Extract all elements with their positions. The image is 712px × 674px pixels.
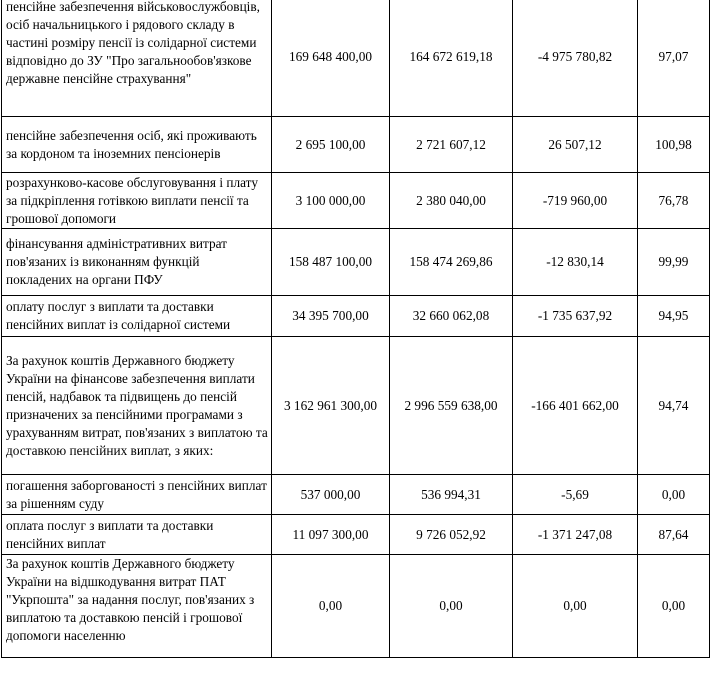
table-row	[2, 173, 710, 229]
actual-amount: 158 474 269,86	[390, 229, 513, 296]
execution-percent: 94,74	[638, 337, 710, 475]
deviation-amount: 26 507,12	[513, 117, 638, 173]
actual-amount: 164 672 619,18	[390, 0, 513, 117]
deviation-amount: -166 401 662,00	[513, 337, 638, 475]
planned-amount: 34 395 700,00	[272, 296, 390, 337]
row-description: пенсійне забезпечення військовослужбовців, осіб начальницького і рядового складу в частині розміру пенсії із солідарної системи відповідно до ЗУ "Про загальнообов'язкове державне пенсійне страхування"	[2, 0, 272, 117]
execution-percent: 99,99	[638, 229, 710, 296]
planned-amount: 537 000,00	[272, 475, 390, 515]
actual-amount: 2 380 040,00	[390, 173, 513, 229]
deviation-amount: -5,69	[513, 475, 638, 515]
row-description: оплату послуг з виплати та доставки пенсійних виплат із солідарної системи	[2, 296, 272, 337]
budget-table	[1, 0, 710, 658]
actual-amount: 2 996 559 638,00	[390, 337, 513, 475]
table-row	[2, 229, 710, 296]
deviation-amount: -4 975 780,82	[513, 0, 638, 117]
table-row	[2, 337, 710, 475]
planned-amount: 11 097 300,00	[272, 515, 390, 555]
actual-amount: 2 721 607,12	[390, 117, 513, 173]
row-description: пенсійне забезпечення осіб, які проживають за кордоном та іноземних пенсіонерів	[2, 117, 272, 173]
deviation-amount: 0,00	[513, 555, 638, 658]
deviation-amount: -1 735 637,92	[513, 296, 638, 337]
actual-amount: 9 726 052,92	[390, 515, 513, 555]
row-description: погашення заборгованості з пенсійних виплат за рішенням суду	[2, 475, 272, 515]
execution-percent: 97,07	[638, 0, 710, 117]
planned-amount: 0,00	[272, 555, 390, 658]
table-row	[2, 117, 710, 173]
execution-percent: 100,98	[638, 117, 710, 173]
planned-amount: 2 695 100,00	[272, 117, 390, 173]
row-description: За рахунок коштів Державного бюджету України на відшкодування витрат ПАТ "Укрпошта" за надання послуг, пов'язаних з виплатою та доставкою пенсій і грошової допомоги населенню	[2, 555, 272, 658]
execution-percent: 0,00	[638, 555, 710, 658]
execution-percent: 87,64	[638, 515, 710, 555]
actual-amount: 536 994,31	[390, 475, 513, 515]
row-description: оплата послуг з виплати та доставки пенсійних виплат	[2, 515, 272, 555]
actual-amount: 32 660 062,08	[390, 296, 513, 337]
planned-amount: 158 487 100,00	[272, 229, 390, 296]
table-row	[2, 555, 710, 658]
planned-amount: 3 100 000,00	[272, 173, 390, 229]
table-row	[2, 475, 710, 515]
table-row	[2, 0, 710, 117]
deviation-amount: -12 830,14	[513, 229, 638, 296]
execution-percent: 0,00	[638, 475, 710, 515]
table-row	[2, 296, 710, 337]
row-description: розрахунково-касове обслуговування і плату за підкріплення готівкою виплати пенсії та грошової допомоги	[2, 173, 272, 229]
actual-amount: 0,00	[390, 555, 513, 658]
row-description: фінансування адміністративних витрат пов'язаних із виконанням функцій покладених на органи ПФУ	[2, 229, 272, 296]
row-description: За рахунок коштів Державного бюджету України на фінансове забезпечення виплати пенсій, надбавок та підвищень до пенсій призначених за пенсійними програмами з урахуванням витрат, пов'язаних з виплатою та доставкою пенсійних виплат, з яких:	[2, 337, 272, 475]
planned-amount: 3 162 961 300,00	[272, 337, 390, 475]
planned-amount: 169 648 400,00	[272, 0, 390, 117]
deviation-amount: -1 371 247,08	[513, 515, 638, 555]
table-row	[2, 515, 710, 555]
execution-percent: 76,78	[638, 173, 710, 229]
execution-percent: 94,95	[638, 296, 710, 337]
deviation-amount: -719 960,00	[513, 173, 638, 229]
